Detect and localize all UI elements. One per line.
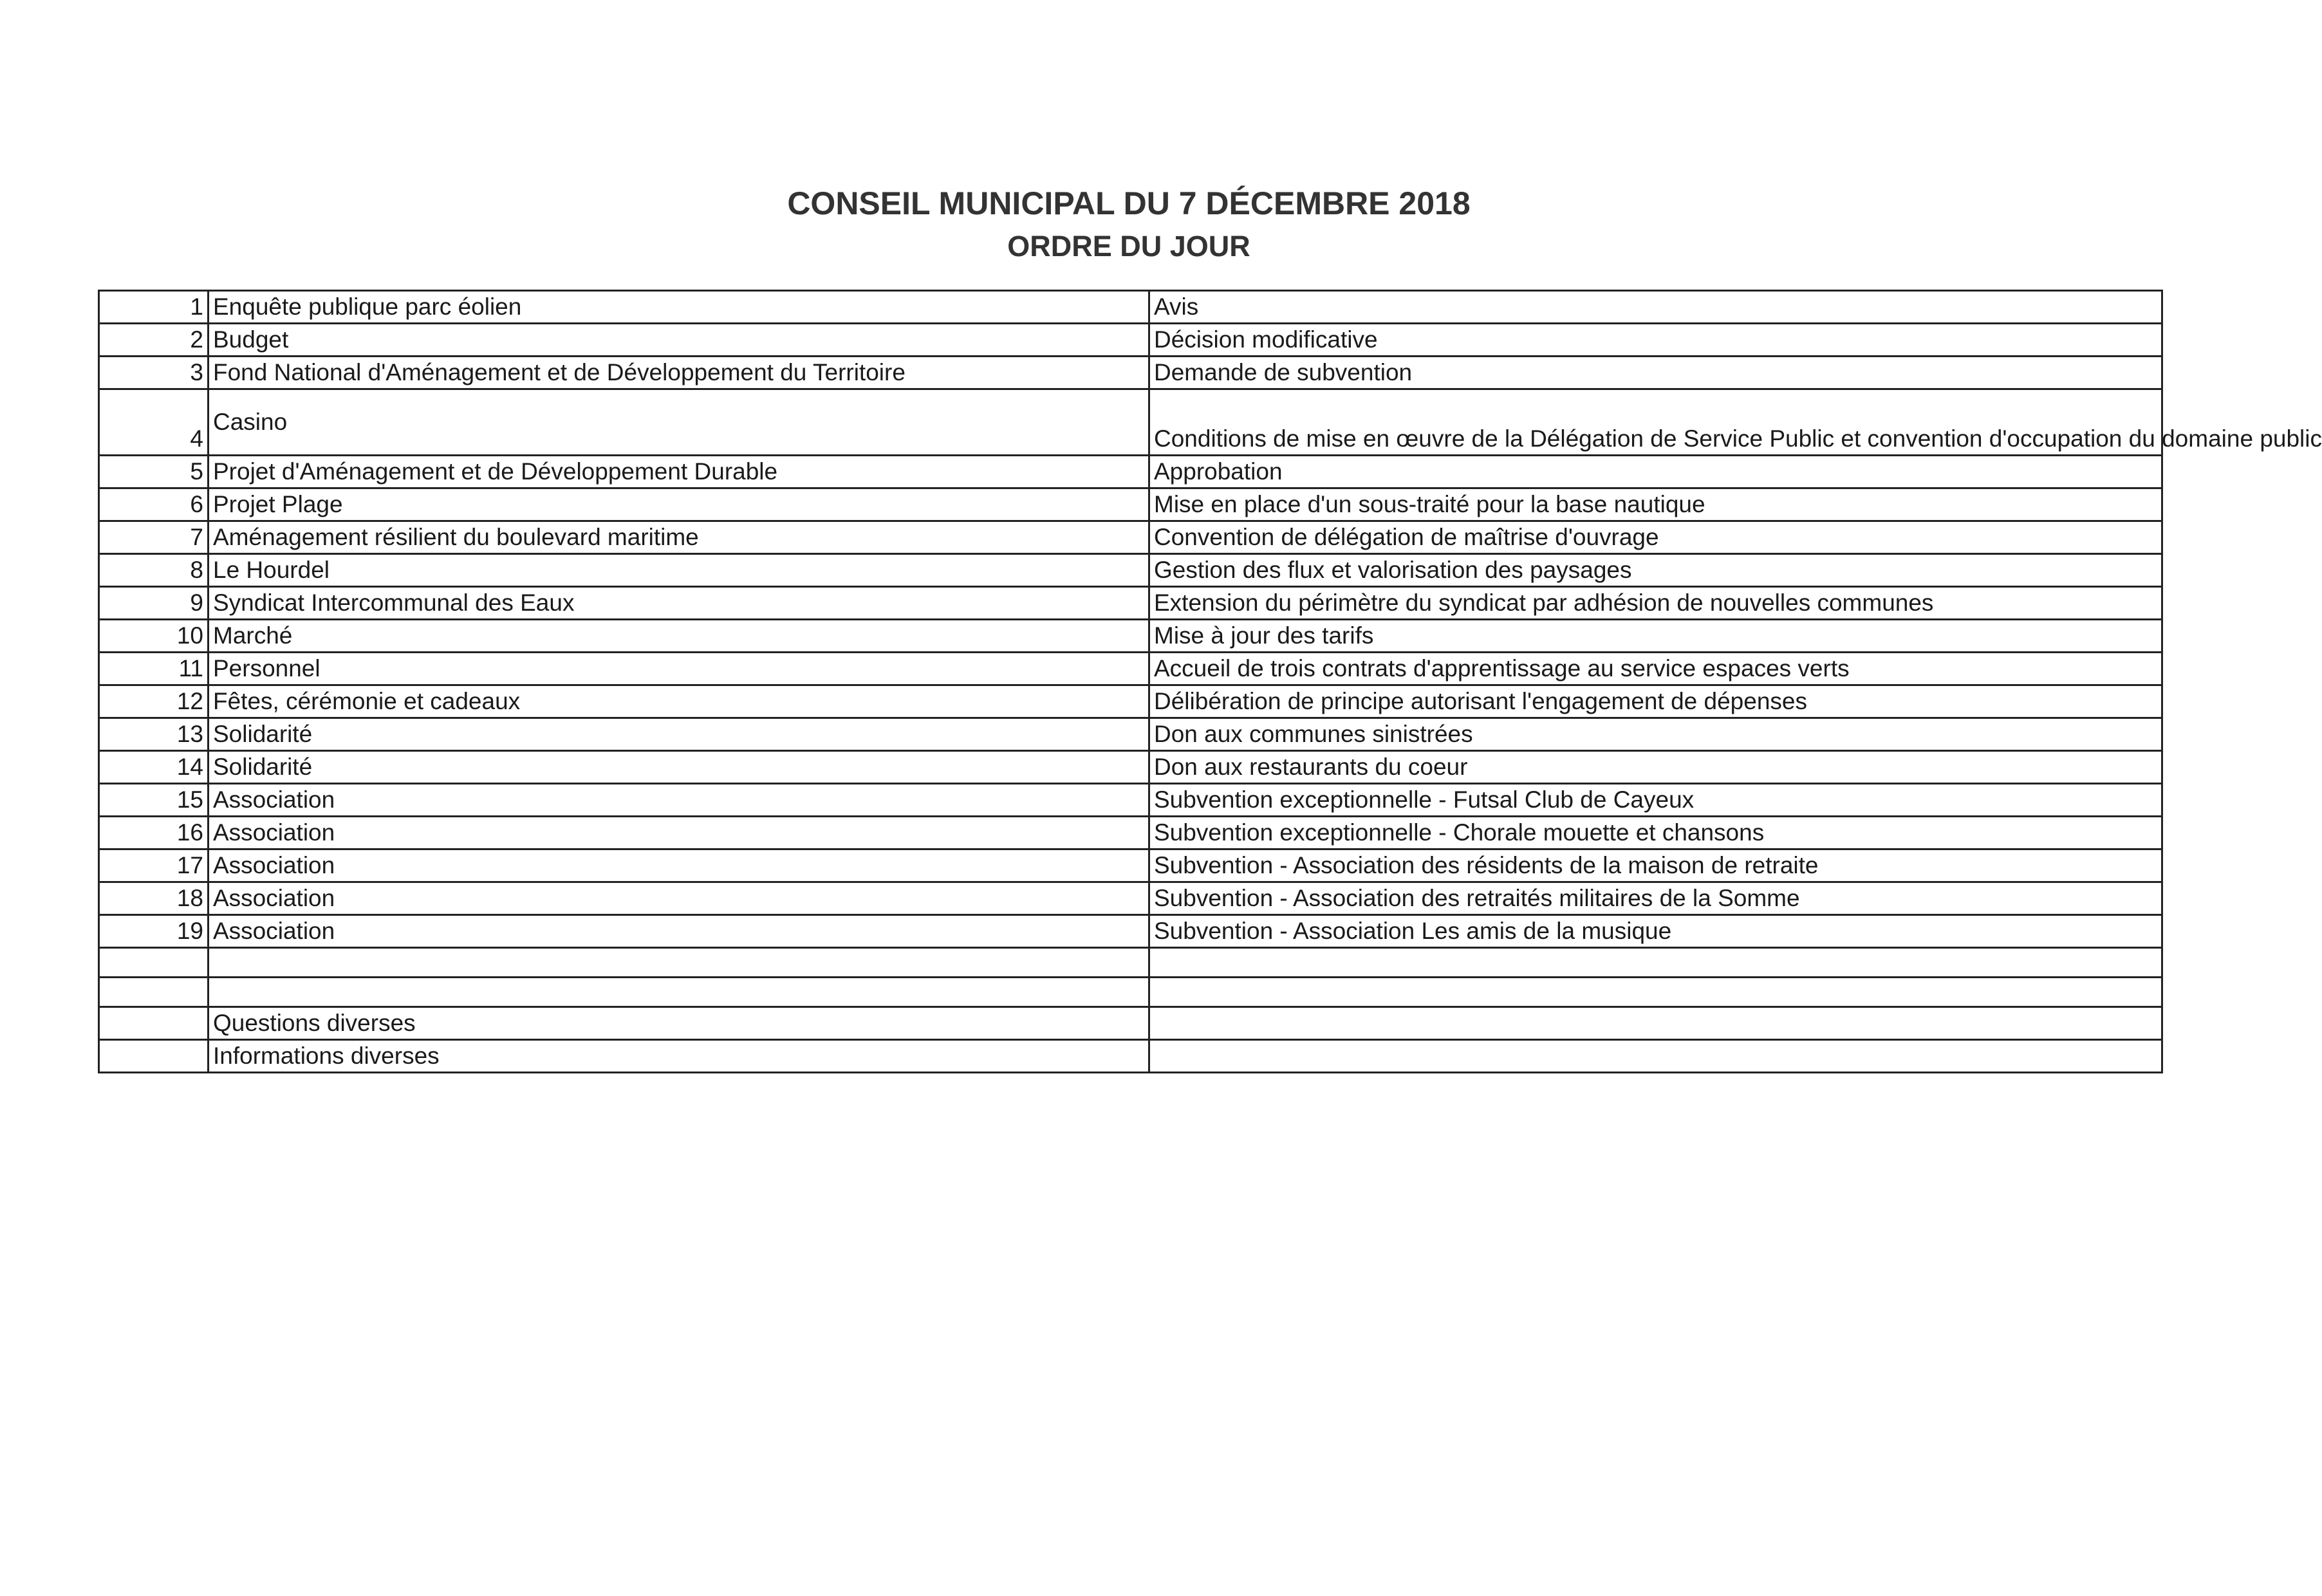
item-subject: Marché [209, 620, 1149, 653]
table-row [99, 817, 2162, 849]
item-number: 4 [99, 389, 209, 456]
item-subject: Questions diverses [209, 1007, 1149, 1040]
agenda-table [98, 290, 2322, 1073]
item-number: 13 [99, 718, 209, 751]
item-subject: Association [209, 849, 1149, 882]
item-number: 9 [99, 587, 209, 620]
item-object: Conditions de mise en œuvre de la Délégation de Service Public et convention d'occupation du domaine public [1149, 389, 2162, 456]
item-number [99, 1007, 209, 1040]
item-number [99, 978, 209, 1007]
item-subject: Informations diverses [209, 1040, 1149, 1073]
table-row [99, 751, 2162, 784]
item-object: Subvention exceptionnelle - Futsal Club de Cayeux [1149, 784, 2162, 817]
item-subject: Solidarité [209, 751, 1149, 784]
page-title: CONSEIL MUNICIPAL DU 7 DÉCEMBRE 2018 [787, 185, 1471, 221]
table-row [99, 456, 2162, 488]
item-subject [209, 978, 1149, 1007]
item-number: 19 [99, 915, 209, 948]
item-object [1149, 948, 2162, 978]
item-number: 2 [99, 324, 209, 357]
item-number: 16 [99, 817, 209, 849]
item-object: Délibération de principe autorisant l'engagement de dépenses [1149, 685, 2162, 718]
table-row [99, 587, 2162, 620]
table-row [99, 978, 2162, 1007]
item-subject: Association [209, 784, 1149, 817]
item-number: 1 [99, 291, 209, 324]
item-number: 18 [99, 882, 209, 915]
item-object: Accueil de trois contrats d'apprentissage au service espaces verts [1149, 653, 2162, 685]
item-subject: Projet Plage [209, 488, 1149, 521]
table-row [99, 784, 2162, 817]
item-object: Approbation [1149, 456, 2162, 488]
item-object: Extension du périmètre du syndicat par adhésion de nouvelles communes [1149, 587, 2162, 620]
table-row [99, 389, 2162, 456]
table-row [99, 488, 2162, 521]
item-subject [209, 948, 1149, 978]
item-subject: Syndicat Intercommunal des Eaux [209, 587, 1149, 620]
item-number: 3 [99, 357, 209, 389]
table-row [99, 357, 2162, 389]
item-object: Don aux communes sinistrées [1149, 718, 2162, 751]
item-object [1149, 1007, 2162, 1040]
table-row [99, 849, 2162, 882]
item-number: 5 [99, 456, 209, 488]
item-subject: Enquête publique parc éolien [209, 291, 1149, 324]
item-object: Mise à jour des tarifs [1149, 620, 2162, 653]
item-subject: Casino [209, 389, 1149, 456]
item-subject: Fêtes, cérémonie et cadeaux [209, 685, 1149, 718]
item-object: Subvention - Association des résidents de la maison de retraite [1149, 849, 2162, 882]
item-number [99, 1040, 209, 1073]
item-object: Avis [1149, 291, 2162, 324]
table-row [99, 685, 2162, 718]
item-object: Décision modificative [1149, 324, 2162, 357]
item-object: Subvention - Association des retraités militaires de la Somme [1149, 882, 2162, 915]
item-object: Don aux restaurants du coeur [1149, 751, 2162, 784]
item-object: Demande de subvention [1149, 357, 2162, 389]
item-subject: Budget [209, 324, 1149, 357]
item-number: 14 [99, 751, 209, 784]
item-subject: Personnel [209, 653, 1149, 685]
item-subject: Aménagement résilient du boulevard maritime [209, 521, 1149, 554]
item-subject: Association [209, 915, 1149, 948]
item-subject: Fond National d'Aménagement et de Développement du Territoire [209, 357, 1149, 389]
item-number: 8 [99, 554, 209, 587]
item-number: 11 [99, 653, 209, 685]
item-number: 10 [99, 620, 209, 653]
item-number: 12 [99, 685, 209, 718]
item-object [1149, 1040, 2162, 1073]
item-subject: Association [209, 817, 1149, 849]
table-row [99, 324, 2162, 357]
item-subject: Association [209, 882, 1149, 915]
item-object: Mise en place d'un sous-traité pour la base nautique [1149, 488, 2162, 521]
item-subject: Le Hourdel [209, 554, 1149, 587]
table-row [99, 554, 2162, 587]
table-row [99, 521, 2162, 554]
table-row [99, 882, 2162, 915]
table-row [99, 1007, 2162, 1040]
table-row [99, 653, 2162, 685]
item-number: 6 [99, 488, 209, 521]
table-row [99, 718, 2162, 751]
page-subtitle: ORDRE DU JOUR [1007, 230, 1250, 263]
item-object: Gestion des flux et valorisation des paysages [1149, 554, 2162, 587]
item-number: 7 [99, 521, 209, 554]
table-row [99, 620, 2162, 653]
item-object [1149, 978, 2162, 1007]
table-row [99, 915, 2162, 948]
item-object: Subvention - Association Les amis de la musique [1149, 915, 2162, 948]
item-number [99, 948, 209, 978]
table-row [99, 948, 2162, 978]
item-number: 17 [99, 849, 209, 882]
table-row [99, 1040, 2162, 1073]
item-subject: Projet d'Aménagement et de Développement Durable [209, 456, 1149, 488]
table-row [99, 291, 2162, 324]
item-subject: Solidarité [209, 718, 1149, 751]
item-object: Subvention exceptionnelle - Chorale mouette et chansons [1149, 817, 2162, 849]
item-object: Convention de délégation de maîtrise d'ouvrage [1149, 521, 2162, 554]
item-number: 15 [99, 784, 209, 817]
